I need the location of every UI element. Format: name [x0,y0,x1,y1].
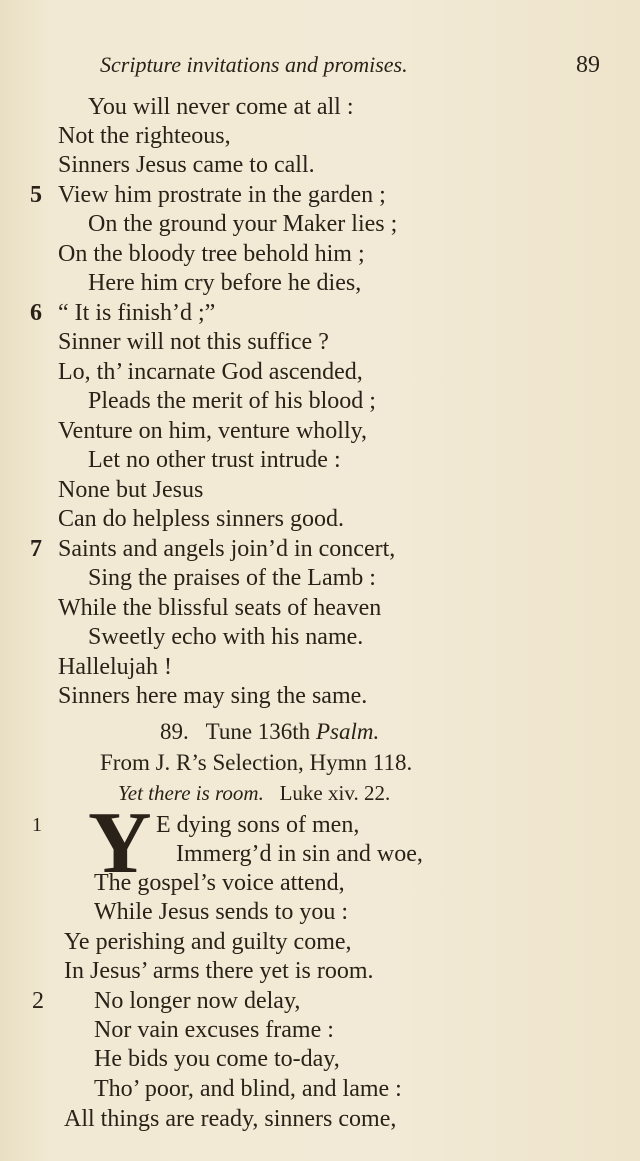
verse-line: E dying sons of men, [156,812,360,838]
verse-line: Can do helpless sinners good. [58,506,344,532]
verse-line: Venture on him, venture wholly, [58,418,368,444]
hymn-epigraph-line [118,778,390,808]
hymn-number: 89. [160,719,189,744]
verse-line: Saints and angels join’d in concert, [58,536,396,562]
drop-cap: Y [88,795,152,892]
hymn-source: From J. R’s Selection, Hymn 118. [100,750,413,775]
verse-line: Not the righteous, [58,123,231,149]
verse-line: Sweetly echo with his name. [88,624,364,650]
verse-line: Pleads the merit of his blood ; [88,388,376,414]
hymn-heading [160,717,379,747]
verse-line: Sinners Jesus came to call. [58,152,315,178]
verse-line: The gospel’s voice attend, [94,870,345,896]
verse-line: On the bloody tree behold him ; [58,241,365,267]
stanza-number: 5 [30,182,42,208]
verse-line: Nor vain excuses frame : [94,1017,334,1043]
running-header [100,52,600,88]
verse-line: On the ground your Maker lies ; [88,211,398,237]
stanza-number: 2 [32,988,44,1014]
verse-line: None but Jesus [58,477,204,503]
verse-line: You will never come at all : [88,94,354,120]
verse-line: All things are ready, sinners come, [64,1106,397,1132]
verse-line: “ It is finish’d ;” [58,300,216,326]
verse-line: Sinner will not this suffice ? [58,329,329,355]
verse-line: While Jesus sends to you : [94,899,348,925]
epigraph: Yet there is room. [118,781,264,805]
verse-line: Here him cry before he dies, [88,270,362,296]
verse-line: Lo, th’ incarnate God ascended, [58,359,363,385]
verse-line: He bids you come to-day, [94,1046,340,1072]
stanza-number: 7 [30,536,42,562]
verse-line: Sinners here may sing the same. [58,683,368,709]
verse-line: No longer now delay, [94,988,301,1014]
verse-line: While the blissful seats of heaven [58,595,382,621]
page-number: 89 [576,52,600,78]
verse-line: Immerg’d in sin and woe, [176,841,423,867]
verse-line: Ye perishing and guilty come, [64,929,352,955]
verse-line: Let no other trust intrude : [88,447,341,473]
scripture-reference: Luke xiv. 22. [279,781,391,805]
hymn-psalm: Psalm. [315,719,380,744]
verse-line: Hallelujah ! [58,654,172,680]
verse-line: Sing the praises of the Lamb : [88,565,376,591]
hymn-tune: Tune 136th [205,719,311,744]
stanza-number: 6 [30,300,42,326]
verse-line: Tho’ poor, and blind, and lame : [94,1076,402,1102]
verse-line: In Jesus’ arms there yet is room. [64,958,374,984]
stanza-number: 1 [32,814,42,836]
verse-line: View him prostrate in the garden ; [58,182,386,208]
header-title: Scripture invitations and promises. [100,52,408,77]
